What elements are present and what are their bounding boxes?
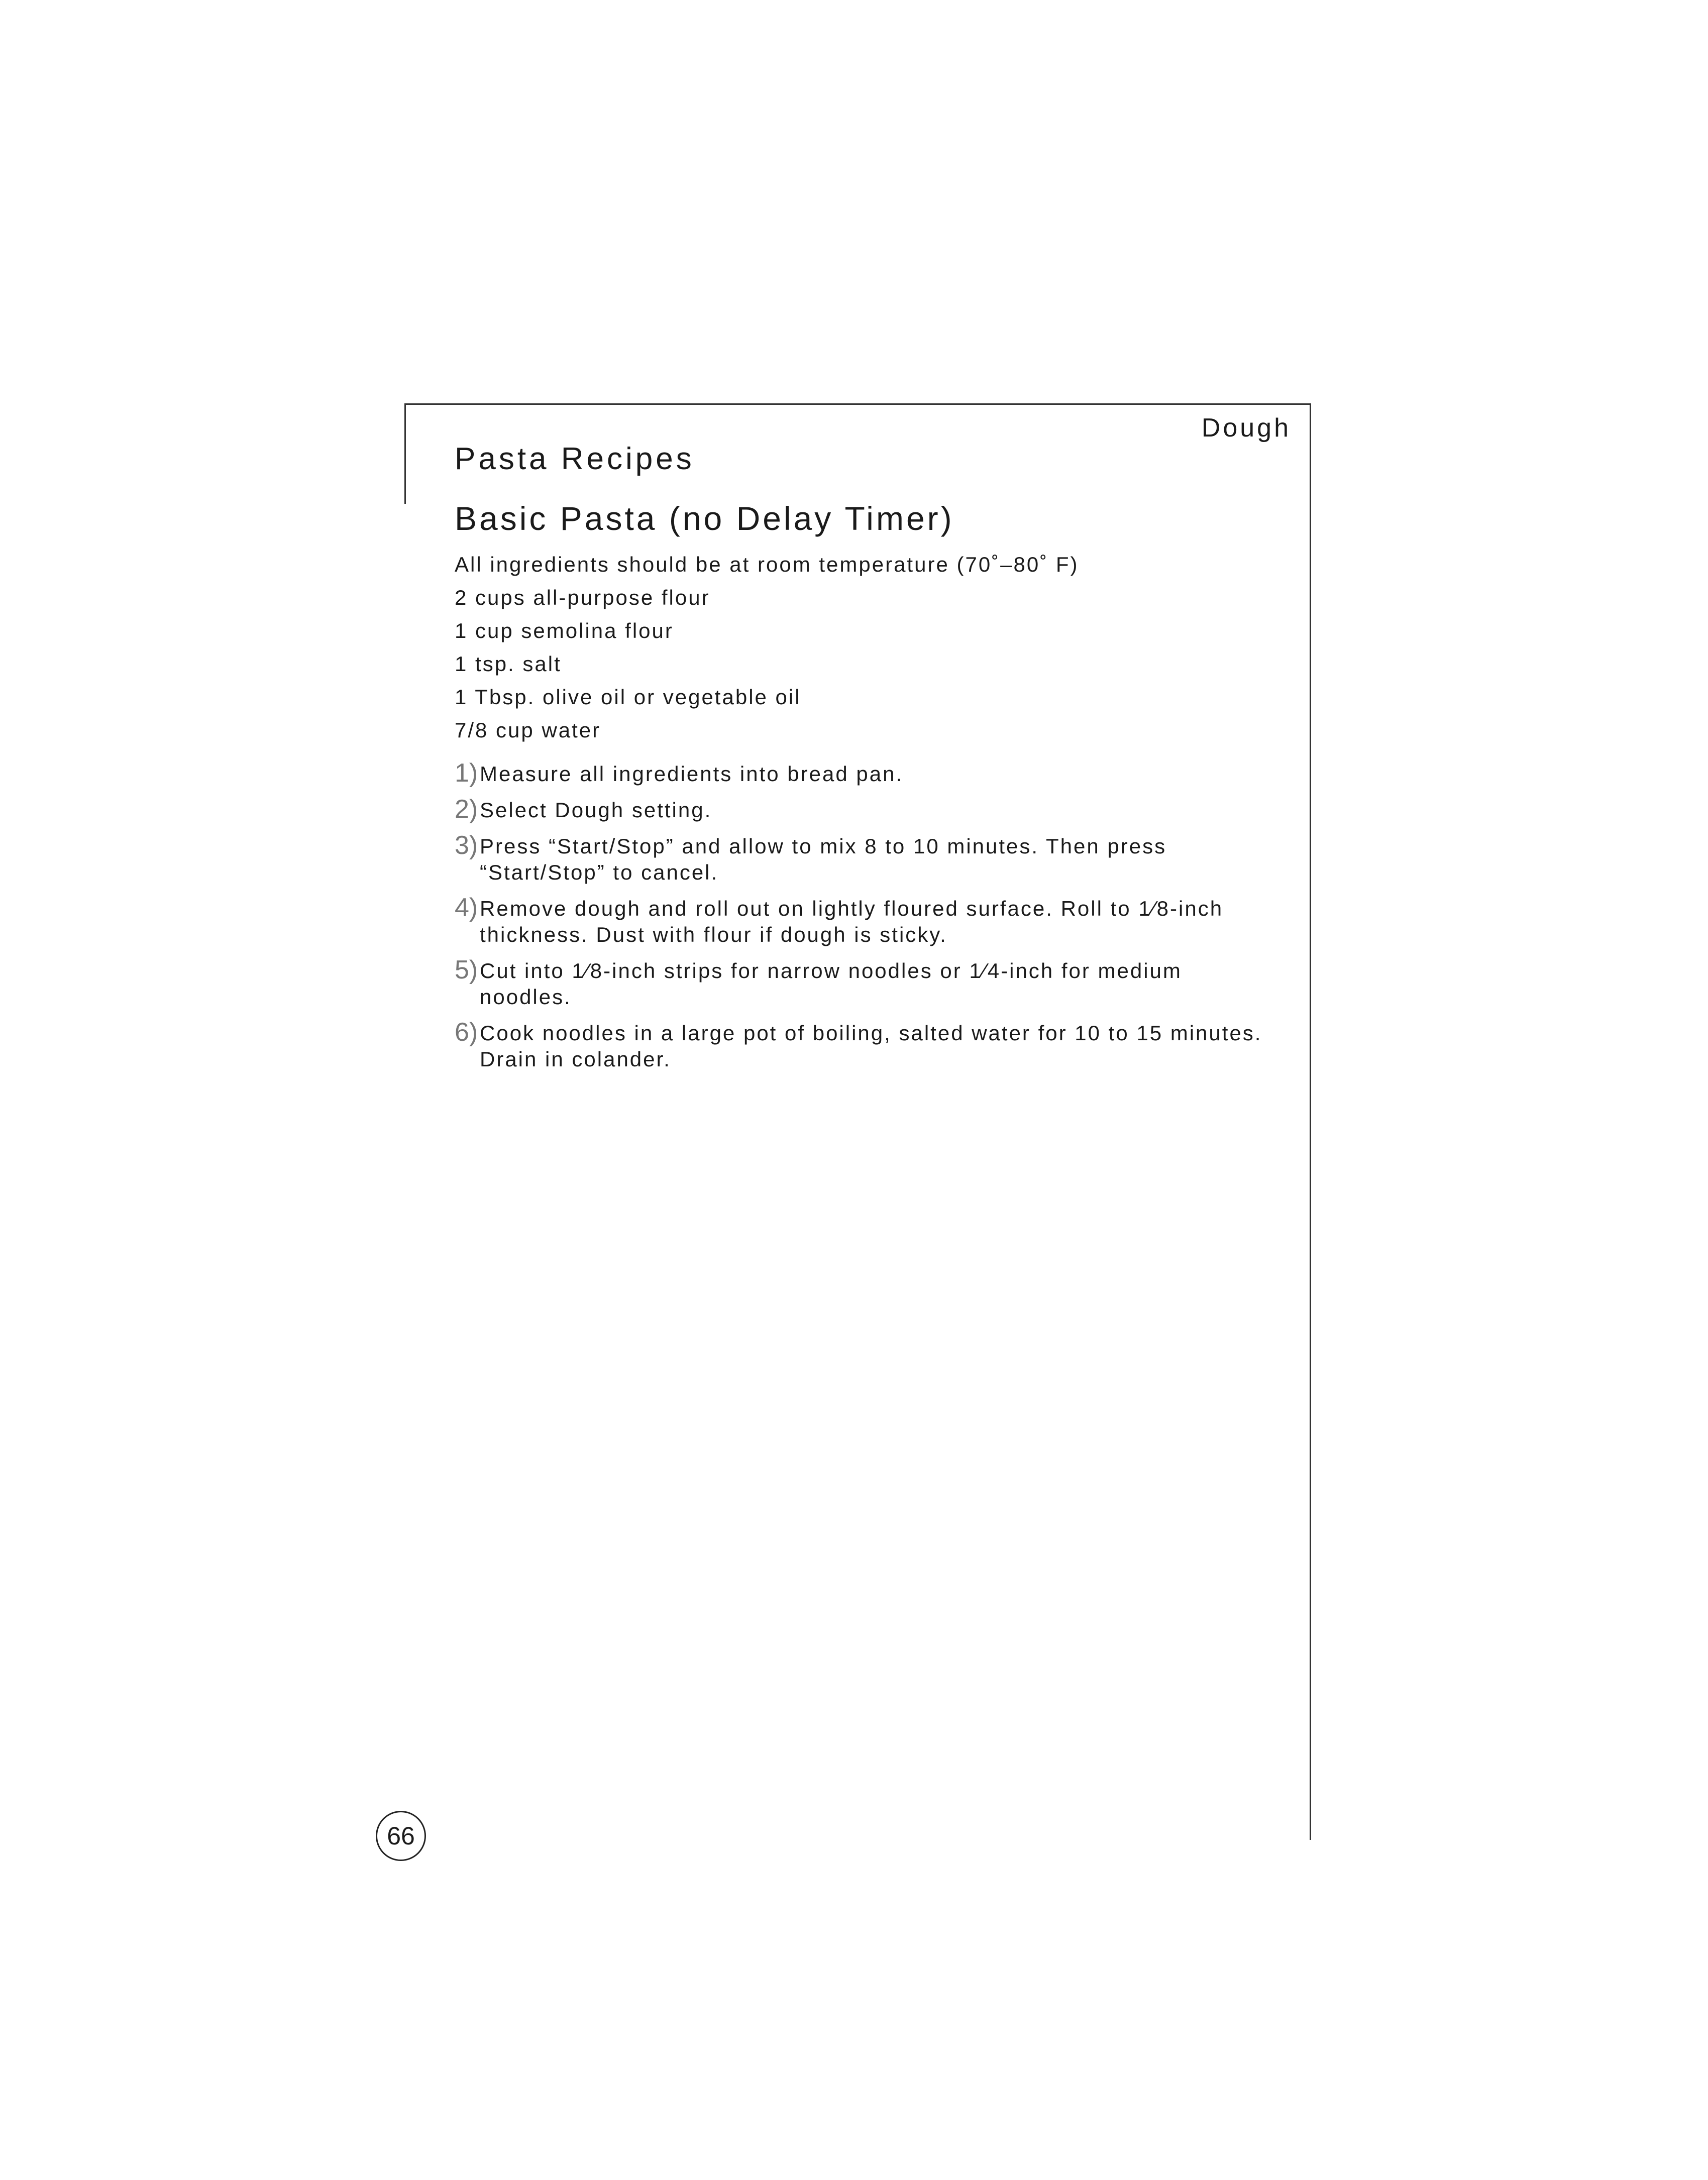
step-number: 2) <box>455 794 478 824</box>
step-item <box>455 1019 1278 1072</box>
ingredient-item: 2 cups all-purpose flour <box>455 585 710 609</box>
ingredient-item: 1 cup semolina flour <box>455 618 674 642</box>
step-item <box>455 957 1278 1010</box>
ingredient-item: 7/8 cup water <box>455 718 601 742</box>
step-text: Remove dough and roll out on lightly floured surface. Roll to 1⁄8-inch thickness. Dust with flour if dough is sticky. <box>480 896 1224 946</box>
page-number: 66 <box>376 1811 426 1861</box>
step-number: 6) <box>455 1017 478 1047</box>
ingredient-item: 1 tsp. salt <box>455 651 562 676</box>
frame-right-rule <box>1310 403 1311 1840</box>
section-tab: Dough <box>1201 413 1291 443</box>
step-number: 1) <box>455 758 478 788</box>
step-text: Select Dough setting. <box>480 798 712 822</box>
page-content <box>455 442 1278 1081</box>
recipe-title: Basic Pasta (no Delay Timer) <box>455 500 954 537</box>
step-text: Press “Start/Stop” and allow to mix 8 to 10 minutes. Then press “Start/Stop” to cancel. <box>480 834 1167 884</box>
ingredient-list <box>455 581 1278 747</box>
frame-top-rule <box>404 403 1311 405</box>
recipe-intro: All ingredients should be at room temperature (70˚–80˚ F) <box>455 552 1079 576</box>
step-item <box>455 760 1278 787</box>
step-number: 3) <box>455 830 478 860</box>
ingredient-item: 1 Tbsp. olive oil or vegetable oil <box>455 685 801 709</box>
page-title: Pasta Recipes <box>455 442 695 476</box>
step-text: Cook noodles in a large pot of boiling, salted water for 10 to 15 minutes. Drain in colander. <box>480 1021 1262 1071</box>
step-text: Measure all ingredients into bread pan. <box>480 761 904 786</box>
step-number: 4) <box>455 893 478 922</box>
step-list <box>455 760 1278 1072</box>
frame-left-rule <box>404 403 406 504</box>
step-text: Cut into 1⁄8-inch strips for narrow noodles or 1⁄4-inch for medium noodles. <box>480 958 1182 1009</box>
step-number: 5) <box>455 955 478 985</box>
step-item <box>455 832 1278 886</box>
step-item <box>455 796 1278 823</box>
step-item <box>455 895 1278 948</box>
